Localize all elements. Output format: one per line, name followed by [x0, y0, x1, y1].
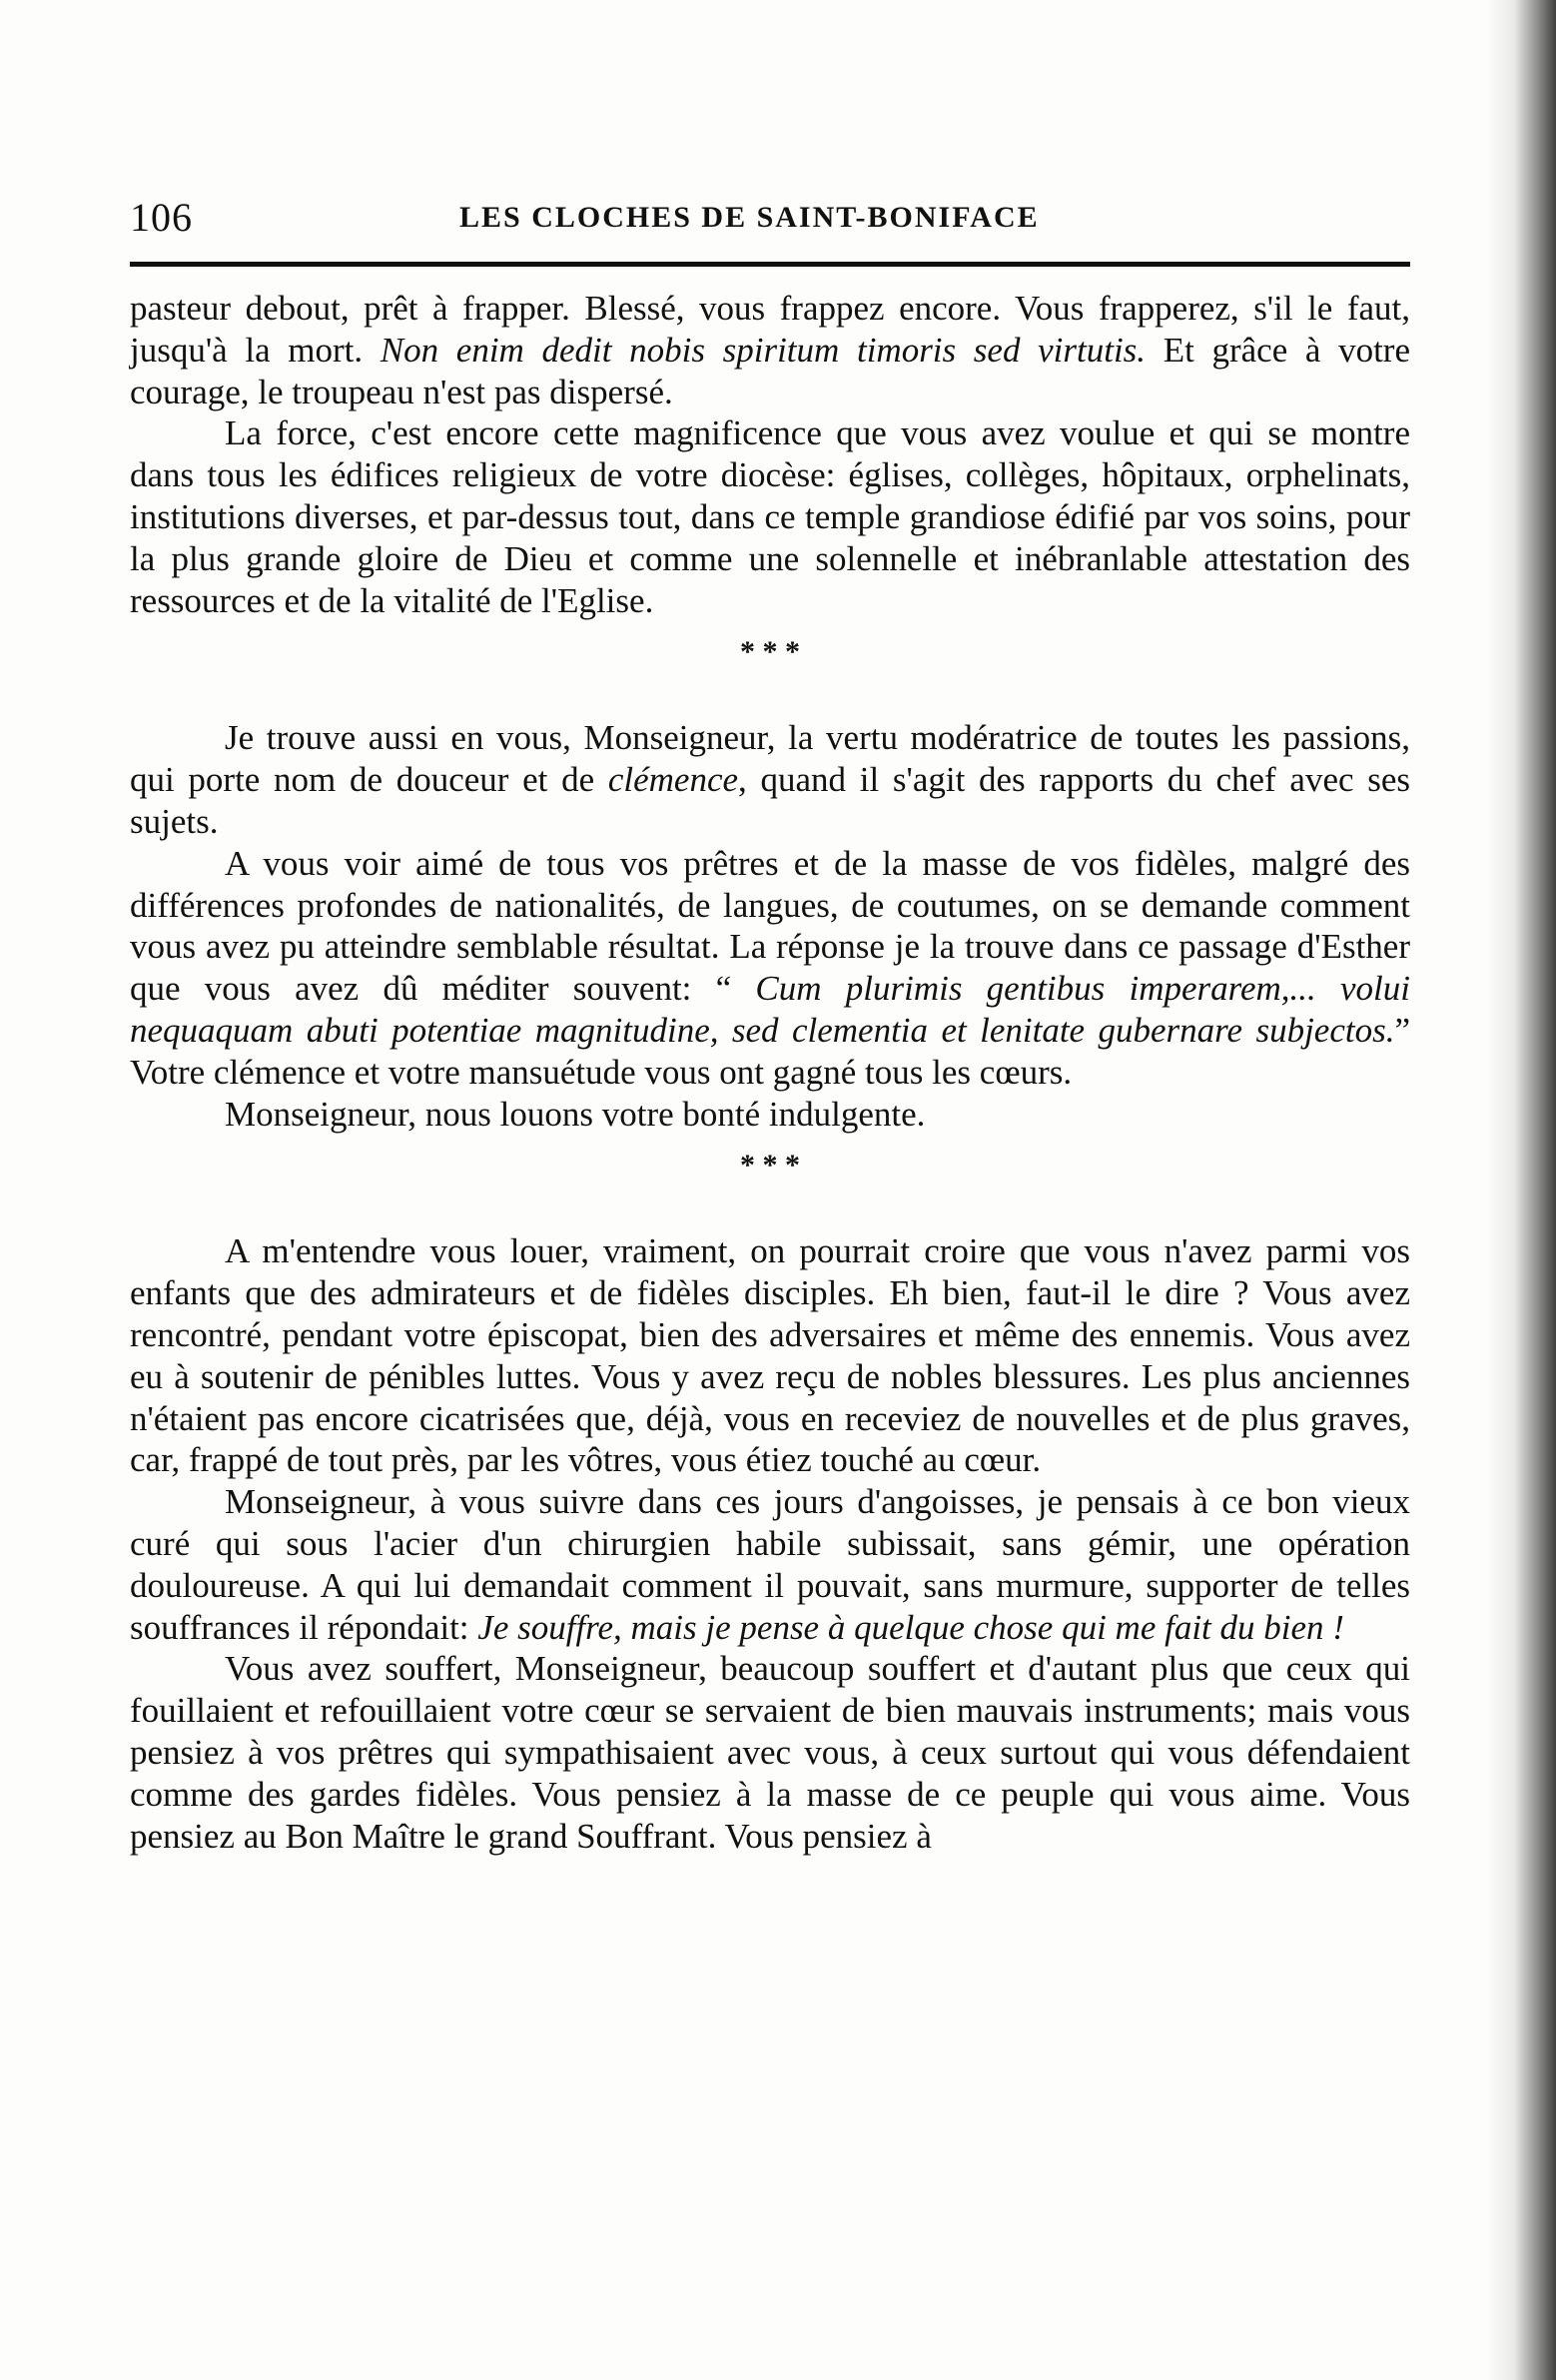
- running-title: LES CLOCHES DE SAINT-BONIFACE: [459, 201, 1040, 234]
- section-separator: [130, 1135, 1410, 1230]
- page-number: 106: [130, 195, 193, 240]
- paragraph: Je trouve aussi en vous, Monseigneur, la vertu modératrice de toutes les passions, qui porte nom de douceur et de clémence, quand il s'agit des rapports du chef avec ses sujets.: [130, 718, 1410, 841]
- latin-quote: Cum plurimis gentibus imperarem,... volui nequaquam abuti potentiae magnitudine, sed clementia et lenitate gubernare subjectos.: [130, 969, 1411, 1050]
- paragraph: Monseigneur, nous louons votre bonté indulgente.: [225, 1094, 926, 1134]
- body-text: [130, 288, 1410, 1857]
- paragraph: La force, c'est encore cette magnificence que vous avez voulue et qui se montre dans tous les édifices religieux de votre diocèse: églises, collèges, hôpitaux, orphelinats, institutions diverses, et par-dessus tout, dans ce temple grandiose édifié par vos soins, pour la plus grande gloire de Dieu et comme une solennelle et inébranlable attestation des ressources et de la vitalité de l'Eglise.: [130, 413, 1410, 620]
- page-edge-shadow: [1486, 0, 1556, 2380]
- emphasis: clémence: [607, 760, 739, 800]
- quote: Je souffre, mais je pense à quelque chose qui me fait du bien !: [477, 1607, 1344, 1647]
- paragraph: A m'entendre vous louer, vraiment, on pourrait croire que vous n'avez parmi vos enfants que des admirateurs et de fidèles disciples. Eh bien, faut-il le dire ? Vous avez rencontré, pendant votre épiscopat, bien des adversaires et même des ennemis. Vous avez eu à soutenir de pénibles luttes. Vous y avez reçu de nobles blessures. Les plus anciennes n'étaient pas encore cicatrisées que, déjà, vous en receviez de nouvelles et de plus graves, car, frappé de tout près, par les vôtres, vous étiez touché au cœur.: [130, 1231, 1410, 1480]
- paragraph: A vous voir aimé de tous vos prêtres et de la masse de vos fidèles, malgré des différences profondes de nationalités, de langues, de coutumes, on se demande comment vous avez pu atteindre semblable résultat. La réponse je la trouve dans ce passage d'Esther que vous avez dû méditer souvent: “ Cum plurimis gentibus imperarem,... volui nequaquam abuti potentiae magnitudine, sed clementia et lenitate gubernare subjectos.” Votre clémence et votre mansuétude vous ont gagné tous les cœurs.: [130, 843, 1411, 1092]
- asterism: * * *: [740, 635, 800, 669]
- paragraph: Monseigneur, à vous suivre dans ces jours d'angoisses, je pensais à ce bon vieux curé qui sous l'acier d'un chirurgien habile subissait, sans gémir, une opération douloureuse. A qui lui demandait comment il pouvait, sans murmure, supporter de telles souffrances il répondait: Je souffre, mais je pense à quelque chose qui me fait du bien !: [130, 1482, 1410, 1647]
- header-rule: [130, 262, 1410, 267]
- page-header: [130, 188, 1410, 248]
- paragraph: Vous avez souffert, Monseigneur, beaucoup souffert et d'autant plus que ceux qui fouillaient et refouillaient votre cœur se servaient de bien mauvais instruments; mais vous pensiez à vos prêtres qui sympathisaient avec vous, à ceux surtout qui vous défendaient comme des gardes fidèles. Vous pensiez à la masse de ce peuple qui vous aime. Vous pensiez au Bon Maître le grand Souffrant. Vous pensiez à: [130, 1649, 1410, 1856]
- latin-quote: Non enim dedit nobis spiritum timoris sed virtutis.: [380, 330, 1147, 370]
- section-separator: [130, 621, 1410, 717]
- asterism: * * *: [740, 1149, 800, 1183]
- paragraph: pasteur debout, prêt à frapper. Blessé, vous frappez encore. Vous frapperez, s'il le faut, jusqu'à la mort. Non enim dedit nobis spiritum timoris sed virtutis. Et grâce à votre courage, le troupeau n'est pas dispersé.: [130, 289, 1410, 411]
